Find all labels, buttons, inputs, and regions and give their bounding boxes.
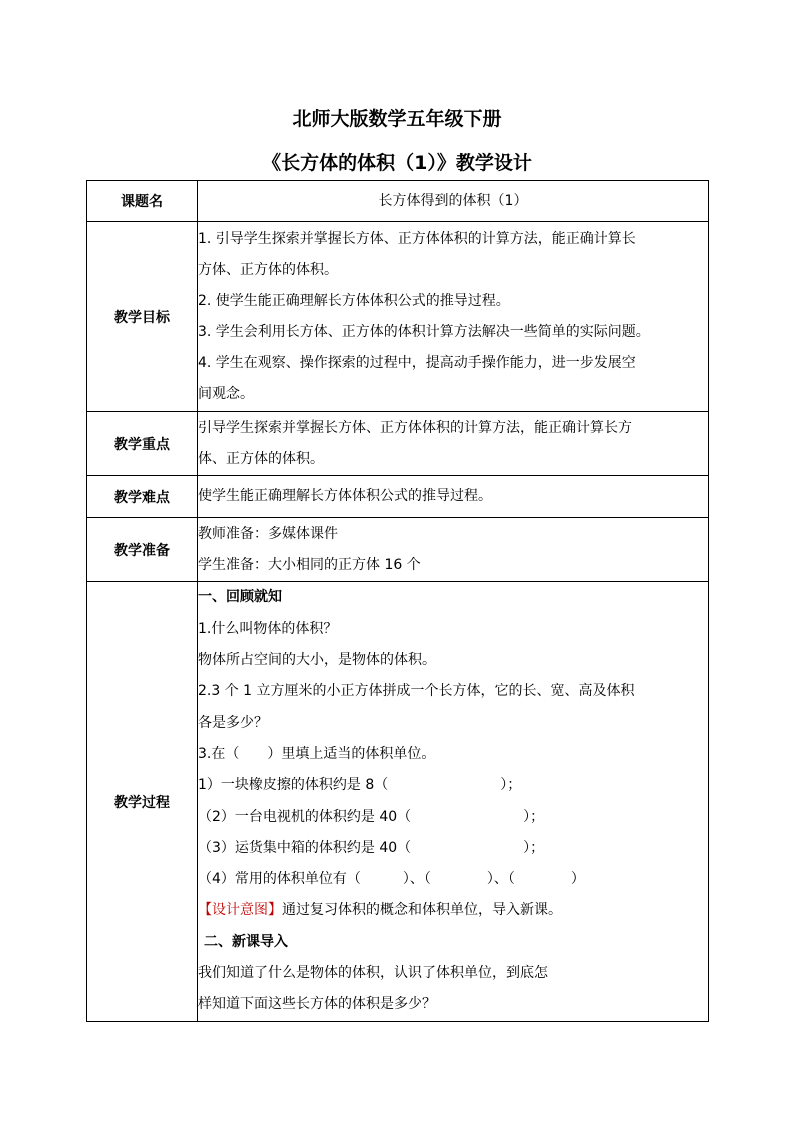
topic-label: 课题名 — [87, 181, 198, 222]
lesson-plan-table — [86, 180, 709, 1022]
difficulties-content — [198, 476, 709, 518]
preparation-line: 教师准备：多媒体课件 — [198, 525, 338, 542]
key-point-line: 引导学生探索并掌握长方体、正方体体积的计算方法，能正确计算长方 — [198, 419, 632, 436]
difficulties-label: 教学难点 — [87, 476, 198, 518]
design-intent-line — [198, 895, 708, 926]
key-points-content — [198, 412, 709, 476]
row-goals — [87, 222, 709, 412]
intro-line: 我们知道了什么是物体的体积，认识了体积单位，到底怎 — [198, 964, 548, 981]
process-label: 教学过程 — [87, 582, 198, 1022]
key-point-line: 体、正方体的体积。 — [198, 450, 324, 467]
answer-line: 物体所占空间的大小，是物体的体积。 — [198, 652, 436, 669]
key-points-label: 教学重点 — [87, 412, 198, 476]
question-line: 2.3 个 1 立方厘米的小正方体拼成一个长方体，它的长、宽、高及体积 — [198, 683, 635, 700]
goal-line: 4. 学生在观察、操作探索的过程中，提高动手操作能力，进一步发展空 — [198, 354, 636, 371]
process-content — [198, 582, 709, 1022]
document-subtitle: 《长方体的体积（1）》教学设计 — [262, 152, 532, 174]
preparation-line: 学生准备：大小相同的正方体 16 个 — [198, 556, 421, 573]
fill-blank-line: （2）一台电视机的体积约是 40（ ）； — [198, 808, 545, 825]
question-line: 3.在（ ）里填上适当的体积单位。 — [198, 745, 436, 762]
design-intent-text: 通过复习体积的概念和体积单位，导入新课。 — [282, 902, 562, 919]
goals-label: 教学目标 — [87, 222, 198, 412]
goal-line: 3. 学生会利用长方体、正方体的体积计算方法解决一些简单的实际问题。 — [198, 323, 650, 340]
row-difficulties — [87, 476, 709, 518]
fill-blank-line: 1）一块橡皮擦的体积约是 8（ ）； — [198, 777, 522, 794]
preparation-content — [198, 518, 709, 582]
section-heading: 二、新课导入 — [204, 933, 288, 950]
row-preparation — [87, 518, 709, 582]
row-topic — [87, 181, 709, 222]
fill-blank-line: （4）常用的体积单位有（ ）、（ ）、（ ） — [198, 871, 585, 888]
preparation-label: 教学准备 — [87, 518, 198, 582]
question-line: 各是多少？ — [198, 714, 268, 731]
question-line: 1.什么叫物体的体积？ — [198, 620, 338, 637]
goal-line: 间观念。 — [198, 385, 254, 402]
goals-content — [198, 222, 709, 412]
goal-line: 2. 使学生能正确理解长方体体积公式的推导过程。 — [198, 292, 510, 309]
goal-line: 1. 引导学生探索并掌握长方体、正方体体积的计算方法，能正确计算长 — [198, 230, 636, 247]
design-intent-tag: 【设计意图】 — [198, 902, 282, 919]
document-title: 北师大版数学五年级下册 — [292, 108, 502, 130]
topic-value: 长方体得到的体积（1） — [198, 181, 709, 222]
intro-line: 样知道下面这些长方体的体积是多少？ — [198, 996, 436, 1013]
row-key-points — [87, 412, 709, 476]
difficulty-line: 使学生能正确理解长方体体积公式的推导过程。 — [198, 488, 492, 504]
section-heading: 一、回顾就知 — [198, 589, 282, 606]
fill-blank-line: （3）运货集中箱的体积约是 40（ ）； — [198, 839, 545, 856]
row-process — [87, 582, 709, 1022]
goal-line: 方体、正方体的体积。 — [198, 261, 338, 278]
